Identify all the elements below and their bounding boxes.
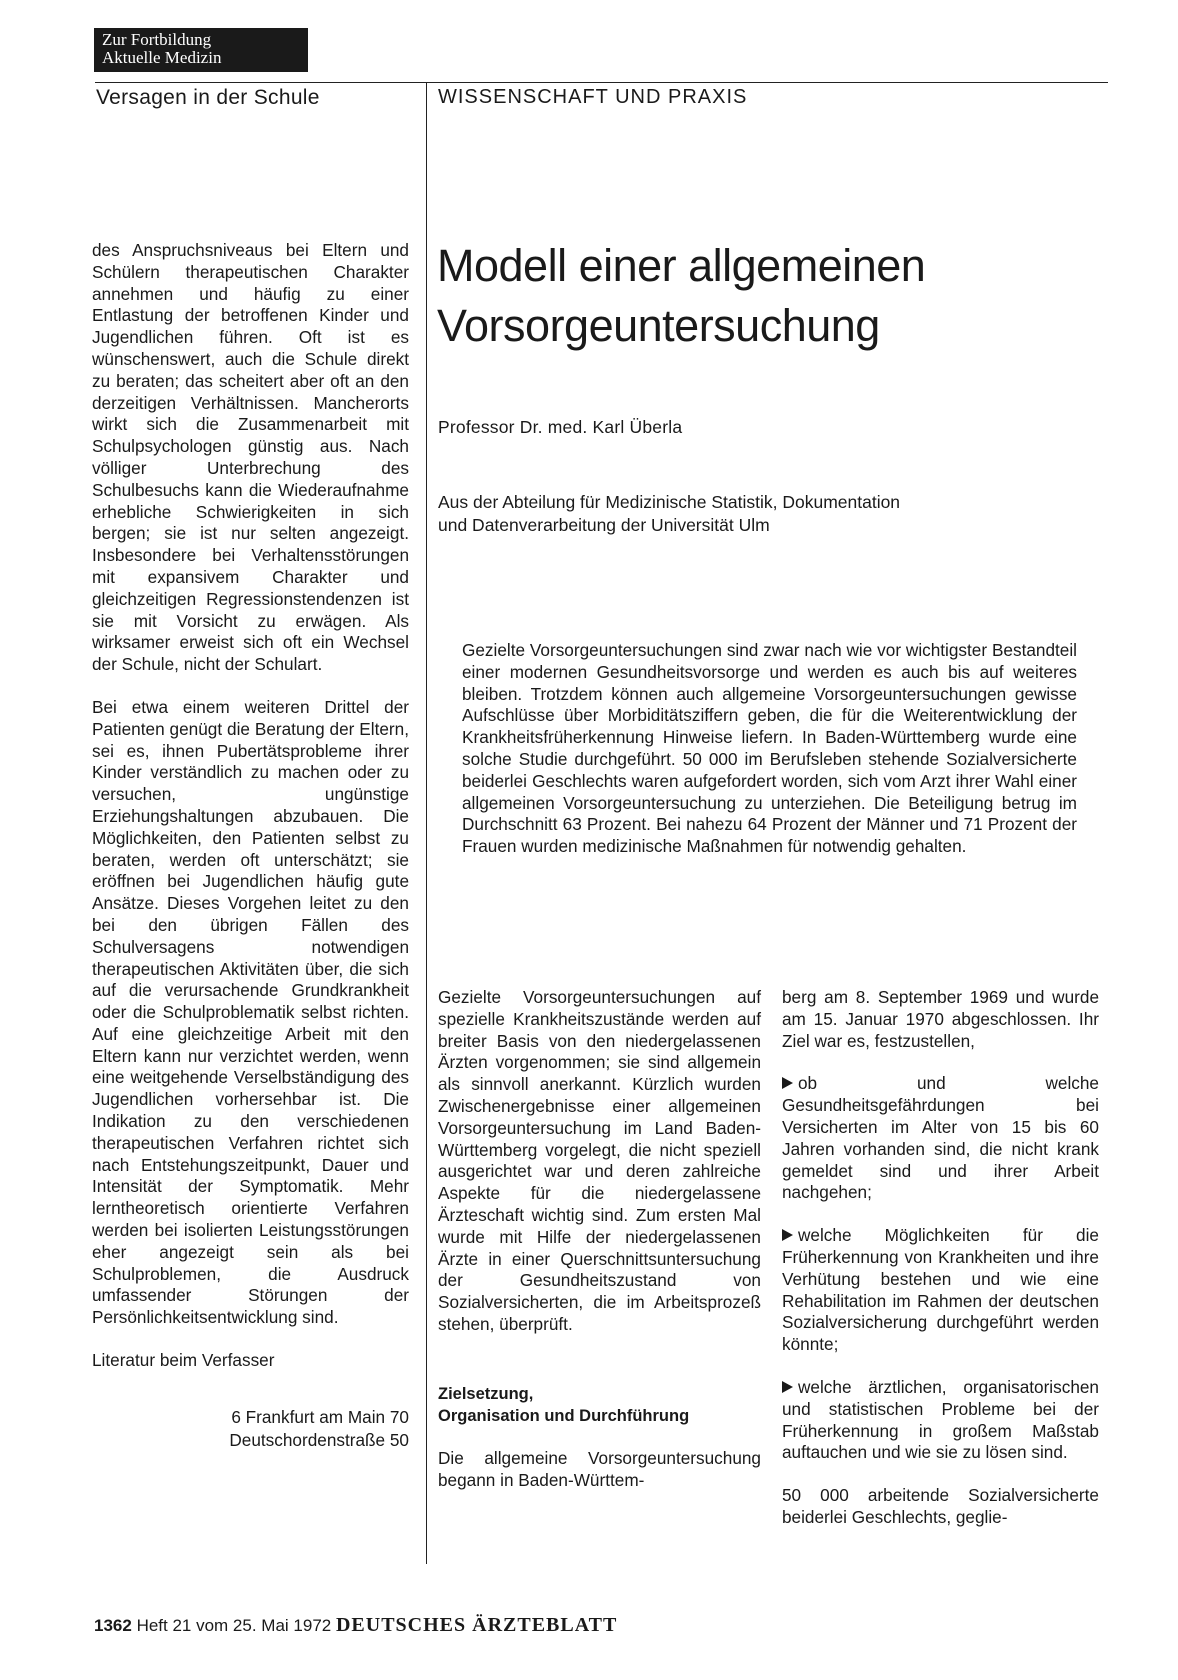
article-title bbox=[437, 236, 1057, 356]
left-column bbox=[92, 240, 409, 1452]
section-heading-line-2: Organisation und Durchführung bbox=[438, 1406, 690, 1425]
running-header-left: Versagen in der Schule bbox=[96, 86, 320, 109]
bullet-text-1: ob und welche Gesundheitsgefährdungen bei Versicherten im Alter von 15 bis 60 Jahren vorhanden sind, die nicht krank gemeldet sind und ihrer Arbeit nachgehen; bbox=[782, 1073, 1099, 1203]
badge-line-2: Aktuelle Medizin bbox=[102, 48, 222, 67]
section-heading-line-1: Zielsetzung, bbox=[438, 1384, 534, 1403]
title-line-2: Vorsorgeuntersuchung bbox=[437, 300, 880, 351]
journal-name: DEUTSCHES ÄRZTEBLATT bbox=[335, 1614, 618, 1636]
right-paragraph-2: 50 000 arbeitende Sozialversicherte beiderlei Geschlechts, geglie- bbox=[782, 1485, 1099, 1527]
running-header-right: WISSENSCHAFT UND PRAXIS bbox=[438, 86, 748, 108]
middle-column bbox=[438, 987, 761, 1492]
header-rule bbox=[95, 82, 1108, 83]
section-badge bbox=[94, 28, 308, 72]
issue-info: Heft 21 vom 25. Mai 1972 bbox=[136, 1616, 332, 1635]
bullet-item-3 bbox=[782, 1377, 1099, 1464]
institution-line-1: Aus der Abteilung für Medizinische Statistik, Dokumentation bbox=[438, 492, 901, 512]
literature-note: Literatur beim Verfasser bbox=[92, 1350, 275, 1371]
article-abstract: Gezielte Vorsorgeuntersuchungen sind zwar nach wie vor wichtigster Bestandteil einer modernen Gesundheitsvorsorge und werden es auch bis auf weiteres bleiben. Trotzdem können auch allgemeine Vorsorgeuntersuchungen gewisse Aufschlüsse über Morbiditätsziffern geben, die für die Weiterentwicklung der Krankheitsfrüherkennung Hinweise liefern. In Baden-Württemberg wurde eine solche Studie durchgeführt. 50 000 im Berufsleben stehende Sozialversicherte beiderlei Geschlechts waren aufgefordert worden, sich vom Arzt ihrer Wahl einer allgemeinen Vorsorgeuntersuchung zu unterziehen. Die Beteiligung betrug im Durchschnitt 63 Prozent. Bei nahezu 64 Prozent der Männer und 71 Prozent der Frauen wurden medizinische Maßnahmen für notwendig gehalten. bbox=[462, 640, 1077, 857]
badge-line-1: Zur Fortbildung bbox=[102, 30, 212, 49]
bullet-item-1 bbox=[782, 1073, 1099, 1204]
triangle-bullet-icon bbox=[782, 1229, 793, 1241]
page-number: 1362 bbox=[94, 1616, 132, 1635]
page-footer bbox=[94, 1614, 617, 1637]
middle-paragraph-2: Die allgemeine Vorsorgeuntersuchung begann in Baden-Württem- bbox=[438, 1448, 761, 1491]
author-address bbox=[92, 1406, 409, 1452]
address-line-1: 6 Frankfurt am Main 70 bbox=[231, 1406, 409, 1427]
address-line-2: Deutschordenstraße 50 bbox=[229, 1429, 409, 1450]
bullet-text-3: welche ärztlichen, organisatorischen und statistischen Probleme bei der Früherkennung in großem Maßstab auftauchen und wie sie zu lösen sind. bbox=[782, 1376, 1099, 1463]
column-divider bbox=[426, 83, 427, 1564]
section-heading bbox=[438, 1384, 761, 1428]
left-paragraph-2: Bei etwa einem weiteren Drittel der Patienten genügt die Beratung der Eltern, sei es, ihnen Pubertätsprobleme ihrer Kinder verständlich zu machen oder zu versuchen, ungünstige Erziehungshaltungen abzubauen. Die Möglichkeiten, den Patienten selbst zu beraten, werden oft unterschätzt; sie eröffnen bei Jugendlichen häufig gute Ansätze. Dieses Vorgehen leitet zu den bei den übrigen Fällen des Schulversagens notwendigen therapeutischen Aktivitäten über, die sich auf die verursachende Grundkrankheit oder die Schulproblematik selbst richten. Auf eine gleichzeitige Arbeit mit den Eltern kann nur verzichtet werden, wenn eine weitgehende Verselbständigung des Jugendlichen vorhersehbar ist. Die Indikation zu den verschiedenen therapeutischen Verfahren richtet sich nach Entstehungszeitpunkt, Dauer und Intensität der Symptomatik. Mehr lerntheoretisch orientierte Verfahren werden bei isolierten Leistungsstörungen eher angezeigt sein als bei Schulproblemen, die Ausdruck umfassender Störungen der Persönlichkeitsentwicklung sind. bbox=[92, 696, 409, 1328]
title-line-1: Modell einer allgemeinen bbox=[437, 240, 926, 291]
article-author: Professor Dr. med. Karl Überla bbox=[438, 417, 683, 437]
institution-line-2: und Datenverarbeitung der Universität Ulm bbox=[438, 515, 770, 535]
left-paragraph-1: des Anspruchsniveaus bei Eltern und Schülern therapeutischen Charakter annehmen und häufig zu einer Entlastung der betroffenen Kinder und Jugendlichen führen. Oft ist es wünschenswert, auch die Schule direkt zu beraten; das scheitert aber oft an den derzeitigen Verhältnissen. Mancherorts wirkt sich die Zusammenarbeit mit Schulpsychologen günstig aus. Nach völliger Unterbrechung des Schulbesuchs kann die Wiederaufnahme erhebliche Schwierigkeiten in sich bergen; sie ist nur selten angezeigt. Insbesondere bei Verhaltensstörungen mit expansivem Charakter und gleichzeitigen Regressionstendenzen ist sie mit Vorsicht zu erwägen. Als wirksamer erweist sich oft ein Wechsel der Schule, nicht der Schulart. bbox=[92, 240, 409, 675]
right-paragraph-1: berg am 8. September 1969 und wurde am 15. Januar 1970 abgeschlossen. Ihr Ziel war es, festzustellen, bbox=[782, 987, 1099, 1051]
bullet-item-2 bbox=[782, 1225, 1099, 1356]
middle-paragraph-1: Gezielte Vorsorgeuntersuchungen auf spezielle Krankheitszustände werden auf breiter Basis von den niedergelassenen Ärzten vorgenommen; sie sind allgemein als sinnvoll anerkannt. Kürzlich wurden Zwischenergebnisse einer allgemeinen Vorsorgeuntersuchung im Land Baden-Württemberg vorgelegt, die nicht speziell ausgerichtet war und deren zahlreiche Aspekte für die niedergelassene Ärzteschaft wichtig sind. Zum ersten Mal wurde mit Hilfe der niedergelassenen Ärzte in einer Querschnittsuntersuchung der Gesundheitszustand von Sozialversicherten, die im Arbeitsprozeß stehen, überprüft. bbox=[438, 987, 761, 1334]
right-column bbox=[782, 987, 1099, 1550]
bullet-text-2: welche Möglichkeiten für die Früherkennung von Krankheiten und ihre Verhütung bestehen und wie eine Rehabilitation im Rahmen der deutschen Sozialversicherung durchgeführt werden könnte; bbox=[782, 1225, 1099, 1355]
author-institution bbox=[438, 491, 1058, 537]
triangle-bullet-icon bbox=[782, 1077, 793, 1089]
triangle-bullet-icon bbox=[782, 1381, 793, 1393]
